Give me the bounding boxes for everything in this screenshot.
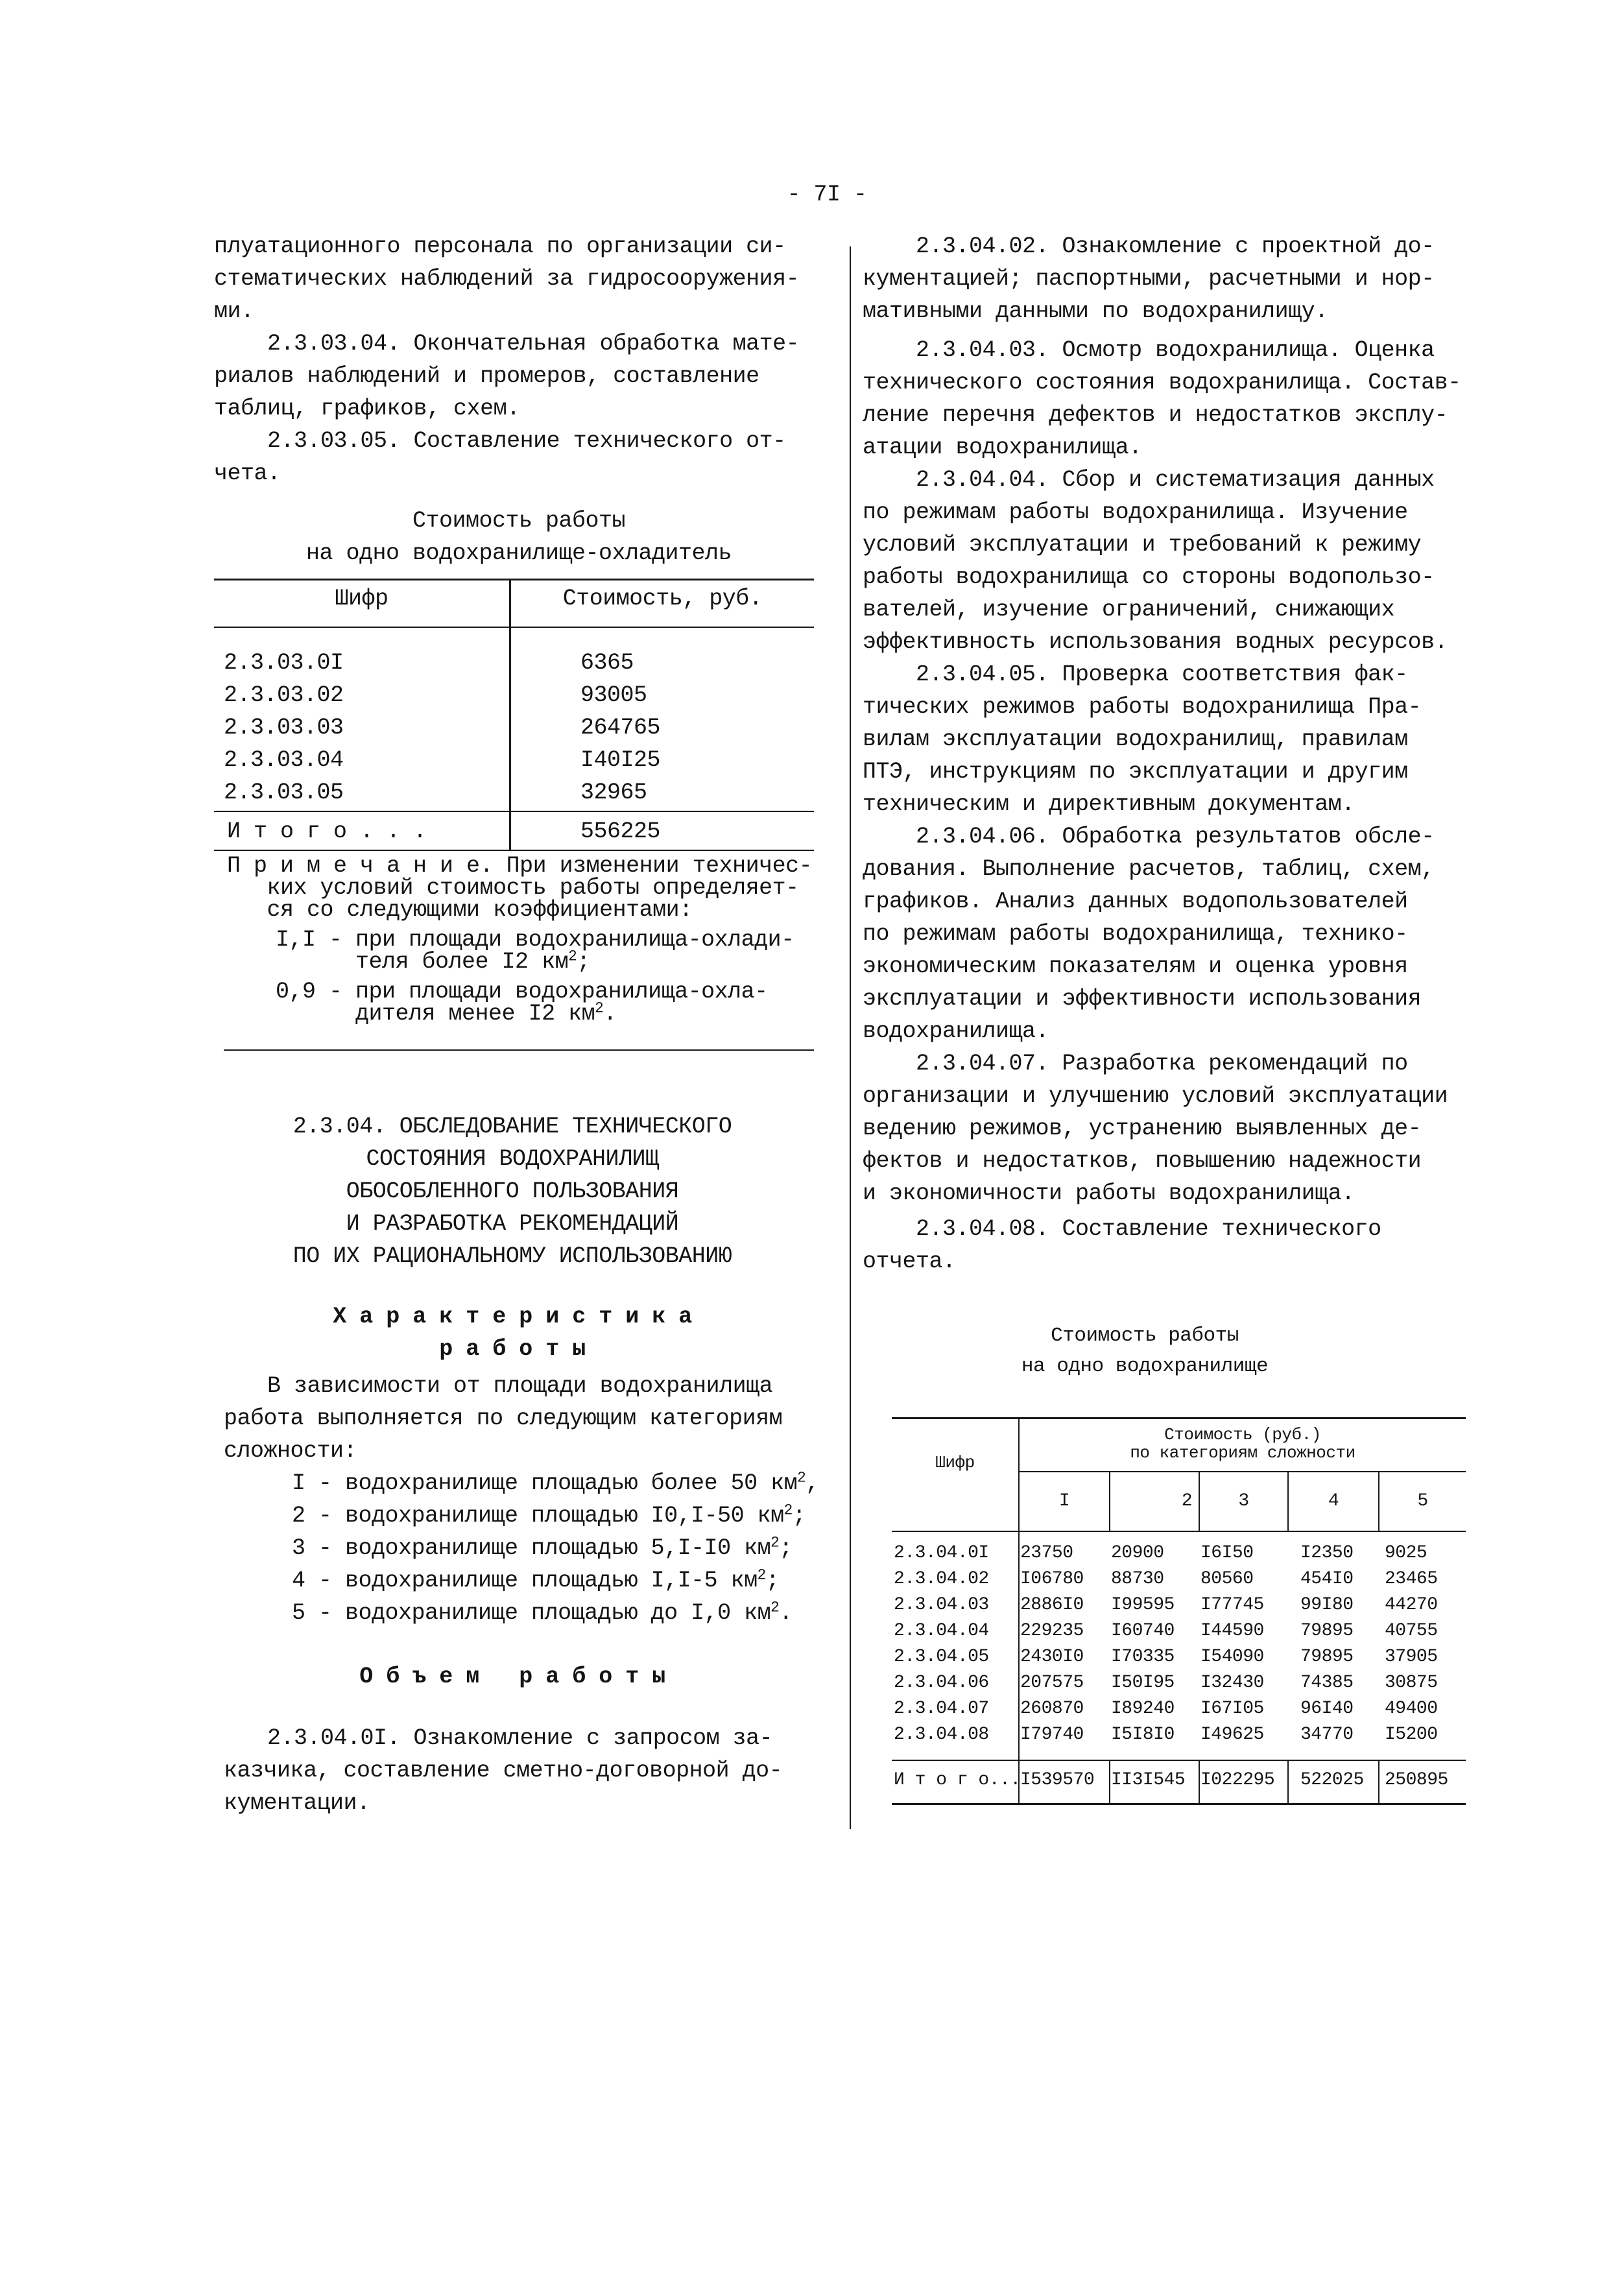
table-cell-category-4: 96I40 bbox=[1300, 1699, 1354, 1719]
category-header: 4 bbox=[1328, 1491, 1339, 1511]
table-cell-category-3: I77745 bbox=[1200, 1595, 1264, 1615]
note-line: 0,9 - при площади водохранилища-охла- bbox=[276, 979, 768, 1005]
paragraph-line: по режимам работы водохранилища. Изучение bbox=[863, 499, 1408, 525]
paragraph-line: 2.3.04.04. Сбор и систематизация данных bbox=[863, 467, 1435, 493]
category-header: 2 bbox=[1181, 1491, 1192, 1511]
category-header: I bbox=[1058, 1491, 1070, 1511]
section-heading-line: ПО ИХ РАЦИОНАЛЬНОМУ ИСПОЛЬЗОВАНИЮ bbox=[293, 1243, 732, 1269]
list-item: 5 - водохранилище площадью до I,0 $км^2$. bbox=[292, 1599, 793, 1626]
paragraph-line: сложности: bbox=[224, 1438, 357, 1464]
list-item: I - водохранилище площадью более 50 $км^2$, bbox=[292, 1469, 819, 1496]
paragraph-line: фектов и недостатков, повышению надежности bbox=[863, 1148, 1422, 1174]
section-heading-line: СОСТОЯНИЯ ВОДОХРАНИЛИЩ bbox=[366, 1146, 659, 1172]
list-item: 4 - водохранилище площадью I,I-5 $км^2$; bbox=[292, 1566, 780, 1594]
table-row-code: 2.3.03.0I bbox=[224, 650, 344, 676]
note-line: теля более I2 $км^2$; bbox=[276, 948, 590, 975]
table-cell-category-2: 20900 bbox=[1111, 1543, 1164, 1563]
table-title: Стоимость работы bbox=[412, 508, 626, 534]
section-heading-line: 2.3.04. ОБСЛЕДОВАНИЕ ТЕХНИЧЕСКОГО bbox=[293, 1114, 732, 1140]
table-rule bbox=[892, 1417, 1466, 1419]
table-row-code: 2.3.03.05 bbox=[224, 780, 344, 806]
paragraph-line: 2.3.04.02. Ознакомление с проектной до- bbox=[863, 233, 1435, 259]
table-rule bbox=[892, 1760, 1466, 1761]
table-column-divider bbox=[1378, 1761, 1379, 1804]
paragraph-line: технического состояния водохранилища. Состав- bbox=[863, 370, 1461, 396]
table-cell-category-5: 23465 bbox=[1385, 1569, 1438, 1589]
column-header-code: Шифр bbox=[335, 586, 388, 612]
table-row-code: 2.3.04.08 bbox=[894, 1725, 989, 1745]
table-cell-category-2: I99595 bbox=[1111, 1595, 1175, 1615]
table-cell-category-2: I89240 bbox=[1111, 1699, 1175, 1719]
paragraph-line: кументацией; паспортными, расчетными и нор- bbox=[863, 266, 1435, 292]
section-heading-line: И РАЗРАБОТКА РЕКОМЕНДАЦИЙ bbox=[346, 1211, 679, 1237]
note-line: ких условий стоимость работы определяет- bbox=[227, 875, 799, 901]
paragraph-line: 2.3.04.06. Обработка результатов обсле- bbox=[863, 824, 1435, 850]
paragraph-line: ПТЭ, инструкциям по эксплуатации и другим bbox=[863, 759, 1408, 785]
table-total-label: И т о г о . . . bbox=[227, 819, 427, 844]
table-cell-category-3: 80560 bbox=[1200, 1569, 1254, 1589]
table-cell-category-1: I06780 bbox=[1020, 1569, 1084, 1589]
column-header-cost: Стоимость (руб.) bbox=[1164, 1425, 1321, 1444]
table-cell-category-5: 9025 bbox=[1385, 1543, 1427, 1563]
paragraph-line: по режимам работы водохранилища, технико- bbox=[863, 921, 1408, 947]
table-subtitle: на одно водохранилище-охладитель bbox=[305, 540, 732, 566]
section-heading-line: ОБОСОБЛЕННОГО ПОЛЬЗОВАНИЯ bbox=[346, 1178, 679, 1204]
table-cell-category-1: 2430I0 bbox=[1020, 1647, 1084, 1667]
paragraph-line: ми. bbox=[214, 298, 254, 324]
table-cell-category-2: I60740 bbox=[1111, 1621, 1175, 1641]
paragraph-line: таблиц, графиков, схем. bbox=[214, 396, 520, 422]
table-cell-category-5: 37905 bbox=[1385, 1647, 1438, 1667]
paragraph-line: 2.3.04.07. Разработка рекомендаций по bbox=[863, 1051, 1408, 1077]
table-row-code: 2.3.04.04 bbox=[894, 1621, 989, 1641]
table-cell-category-5: 49400 bbox=[1385, 1699, 1438, 1719]
paragraph-line: графиков. Анализ данных водопользователей bbox=[863, 889, 1408, 915]
table-cell-category-4: 34770 bbox=[1300, 1725, 1354, 1745]
paragraph-line: стематических наблюдений за гидросооружения- bbox=[214, 266, 800, 292]
table-row-code: 2.3.04.06 bbox=[894, 1673, 989, 1693]
subheading-work-volume: О б ъ е м р а б о т ы bbox=[359, 1664, 665, 1690]
paragraph-line: работа выполняется по следующим категориям bbox=[224, 1406, 783, 1431]
table-row-code: 2.3.04.02 bbox=[894, 1569, 989, 1589]
paragraph-line: вилам эксплуатации водохранилищ, правилам bbox=[863, 726, 1408, 752]
table-cell-category-4: 79895 bbox=[1300, 1621, 1354, 1641]
paragraph-line: организации и улучшению условий эксплуатации bbox=[863, 1083, 1448, 1109]
paragraph-line: чета. bbox=[214, 461, 281, 486]
paragraph-line: условий эксплуатации и требований к режиму bbox=[863, 532, 1422, 558]
table-rule bbox=[892, 1803, 1466, 1805]
table-cell-category-5: 40755 bbox=[1385, 1621, 1438, 1641]
paragraph-line: 2.3.04.0I. Ознакомление с запросом за- bbox=[214, 1725, 773, 1751]
table-row-code: 2.3.03.02 bbox=[224, 682, 344, 708]
table-row-code: 2.3.04.07 bbox=[894, 1699, 989, 1719]
category-header: 5 bbox=[1417, 1491, 1428, 1511]
table-cell-category-4: 454I0 bbox=[1300, 1569, 1354, 1589]
table-cell-category-3: I67I05 bbox=[1200, 1699, 1264, 1719]
table-cell-category-1: 2886I0 bbox=[1020, 1595, 1084, 1615]
paragraph-line: плуатационного персонала по организации си- bbox=[214, 233, 786, 259]
paragraph-line: 2.3.03.04. Окончательная обработка мате- bbox=[214, 331, 800, 357]
table-total-label: И т о г о... bbox=[894, 1770, 1021, 1790]
paragraph-line: риалов наблюдений и промеров, составление bbox=[214, 363, 759, 389]
paragraph-line: вателей, изучение ограничений, снижающих bbox=[863, 597, 1395, 623]
table-cell-category-3: I32430 bbox=[1200, 1673, 1264, 1693]
category-header: 3 bbox=[1238, 1491, 1249, 1511]
table-cell-category-4: 99I80 bbox=[1300, 1595, 1354, 1615]
paragraph-line: мативными данными по водохранилищу. bbox=[863, 298, 1328, 324]
table-row-code: 2.3.03.03 bbox=[224, 715, 344, 741]
table-cell-category-4: I2350 bbox=[1300, 1543, 1354, 1563]
table-cell-category-3: I6I50 bbox=[1200, 1543, 1254, 1563]
table-rule bbox=[214, 579, 814, 580]
table-cell-category-3: I44590 bbox=[1200, 1621, 1264, 1641]
paragraph-line: и экономичности работы водохранилища. bbox=[863, 1180, 1355, 1206]
table-column-divider bbox=[1199, 1761, 1200, 1804]
table-row-code: 2.3.04.05 bbox=[894, 1647, 989, 1667]
table-row-code: 2.3.03.04 bbox=[224, 747, 344, 773]
paragraph-line: ление перечня дефектов и недостатков эксплу- bbox=[863, 402, 1448, 428]
paragraph-line: водохранилища. bbox=[863, 1018, 1049, 1044]
table-total-value: II3I545 bbox=[1111, 1770, 1186, 1790]
table-title: Стоимость работы bbox=[1051, 1324, 1239, 1347]
table-rule bbox=[214, 850, 814, 851]
list-item: 3 - водохранилище площадью 5,I-I0 $км^2$; bbox=[292, 1534, 793, 1561]
table-total-value: I022295 bbox=[1200, 1770, 1275, 1790]
note-line: дителя менее I2 $км^2$. bbox=[276, 999, 617, 1027]
paragraph-line: атации водохранилища. bbox=[863, 435, 1142, 461]
table-rule bbox=[1018, 1471, 1466, 1472]
table-total-value: 556225 bbox=[580, 819, 661, 844]
table-cell-category-2: I5I8I0 bbox=[1111, 1725, 1175, 1745]
table-row-cost: I40I25 bbox=[580, 747, 661, 773]
table-cell-category-1: 229235 bbox=[1020, 1621, 1084, 1641]
subheading-characteristic: р а б о т ы bbox=[439, 1336, 586, 1362]
table-cell-category-4: 79895 bbox=[1300, 1647, 1354, 1667]
table-rule bbox=[214, 627, 814, 628]
table-row-cost: 32965 bbox=[580, 780, 647, 806]
paragraph-line: 2.3.04.03. Осмотр водохранилища. Оценка bbox=[863, 337, 1435, 363]
column-header-cost: Стоимость, руб. bbox=[562, 586, 763, 612]
table-cell-category-3: I54090 bbox=[1200, 1647, 1264, 1667]
table-row-code: 2.3.04.03 bbox=[894, 1595, 989, 1615]
table-cell-category-1: I79740 bbox=[1020, 1725, 1084, 1745]
column-header-code: Шифр bbox=[935, 1453, 975, 1472]
paragraph-line: отчета. bbox=[863, 1249, 956, 1274]
table-rule bbox=[214, 811, 814, 812]
paragraph-line: экономическим показателям и оценка уровня bbox=[863, 953, 1408, 979]
table-cell-category-4: 74385 bbox=[1300, 1673, 1354, 1693]
paragraph-line: эксплуатации и эффективности использования bbox=[863, 986, 1422, 1012]
table-cell-category-1: 207575 bbox=[1020, 1673, 1084, 1693]
paragraph-line: эффективность использования водных ресурсов. bbox=[863, 629, 1448, 655]
table-row-cost: 6365 bbox=[580, 650, 634, 676]
paragraph-line: 2.3.04.05. Проверка соответствия фак- bbox=[863, 662, 1408, 688]
subheading-characteristic: Х а р а к т е р и с т и к а bbox=[333, 1304, 692, 1330]
paragraph-line: тических режимов работы водохранилища Пра- bbox=[863, 694, 1422, 720]
paragraph-line: кументации. bbox=[224, 1790, 370, 1816]
table-total-value: 250895 bbox=[1385, 1770, 1448, 1790]
note-line: П р и м е ч а н и е. При изменении техничес- bbox=[227, 853, 813, 879]
table-row-cost: 264765 bbox=[580, 715, 661, 741]
table-column-divider bbox=[1109, 1761, 1110, 1804]
paragraph-line: ведению режимов, устранению выявленных де- bbox=[863, 1116, 1422, 1142]
table-row-cost: 93005 bbox=[580, 682, 647, 708]
paragraph-line: техническим и директивным документам. bbox=[863, 791, 1355, 817]
paragraph-line: дования. Выполнение расчетов, таблиц, схем, bbox=[863, 856, 1435, 882]
table-total-value: I539570 bbox=[1020, 1770, 1095, 1790]
table-cell-category-2: I50I95 bbox=[1111, 1673, 1175, 1693]
table-column-divider bbox=[509, 579, 511, 851]
page-number: - 7I - bbox=[787, 182, 867, 208]
note-line: ся со следующими коэффициентами: bbox=[227, 897, 693, 923]
column-header-cost-sub: по категориям сложности bbox=[1130, 1443, 1355, 1463]
table-subtitle: на одно водохранилище bbox=[1021, 1355, 1269, 1378]
paragraph-line: 2.3.04.08. Составление технического bbox=[863, 1216, 1381, 1242]
list-item: 2 - водохранилище площадью I0,I-50 $км^2$; bbox=[292, 1501, 806, 1529]
paragraph-line: работы водохранилища со стороны водопользо- bbox=[863, 564, 1435, 590]
table-rule bbox=[892, 1531, 1466, 1532]
column-divider bbox=[850, 246, 851, 1829]
table-column-divider bbox=[1018, 1417, 1020, 1804]
table-cell-category-3: I49625 bbox=[1200, 1725, 1264, 1745]
table-cell-category-2: I70335 bbox=[1111, 1647, 1175, 1667]
paragraph-line: 2.3.03.05. Составление технического от- bbox=[214, 428, 786, 454]
table-cell-category-1: 23750 bbox=[1020, 1543, 1073, 1563]
paragraph-line: В зависимости от площади водохранилища bbox=[214, 1373, 773, 1399]
table-total-value: 522025 bbox=[1300, 1770, 1364, 1790]
note-line: I,I - при площади водохранилища-охлади- bbox=[276, 927, 794, 953]
section-rule bbox=[224, 1049, 814, 1051]
table-row-code: 2.3.04.0I bbox=[894, 1543, 989, 1563]
table-cell-category-1: 260870 bbox=[1020, 1699, 1084, 1719]
table-column-divider bbox=[1287, 1761, 1289, 1804]
paragraph-line: казчика, составление сметно-договорной до- bbox=[224, 1758, 783, 1784]
table-cell-category-5: 44270 bbox=[1385, 1595, 1438, 1615]
table-cell-category-2: 88730 bbox=[1111, 1569, 1164, 1589]
table-cell-category-5: I5200 bbox=[1385, 1725, 1438, 1745]
table-cell-category-5: 30875 bbox=[1385, 1673, 1438, 1693]
